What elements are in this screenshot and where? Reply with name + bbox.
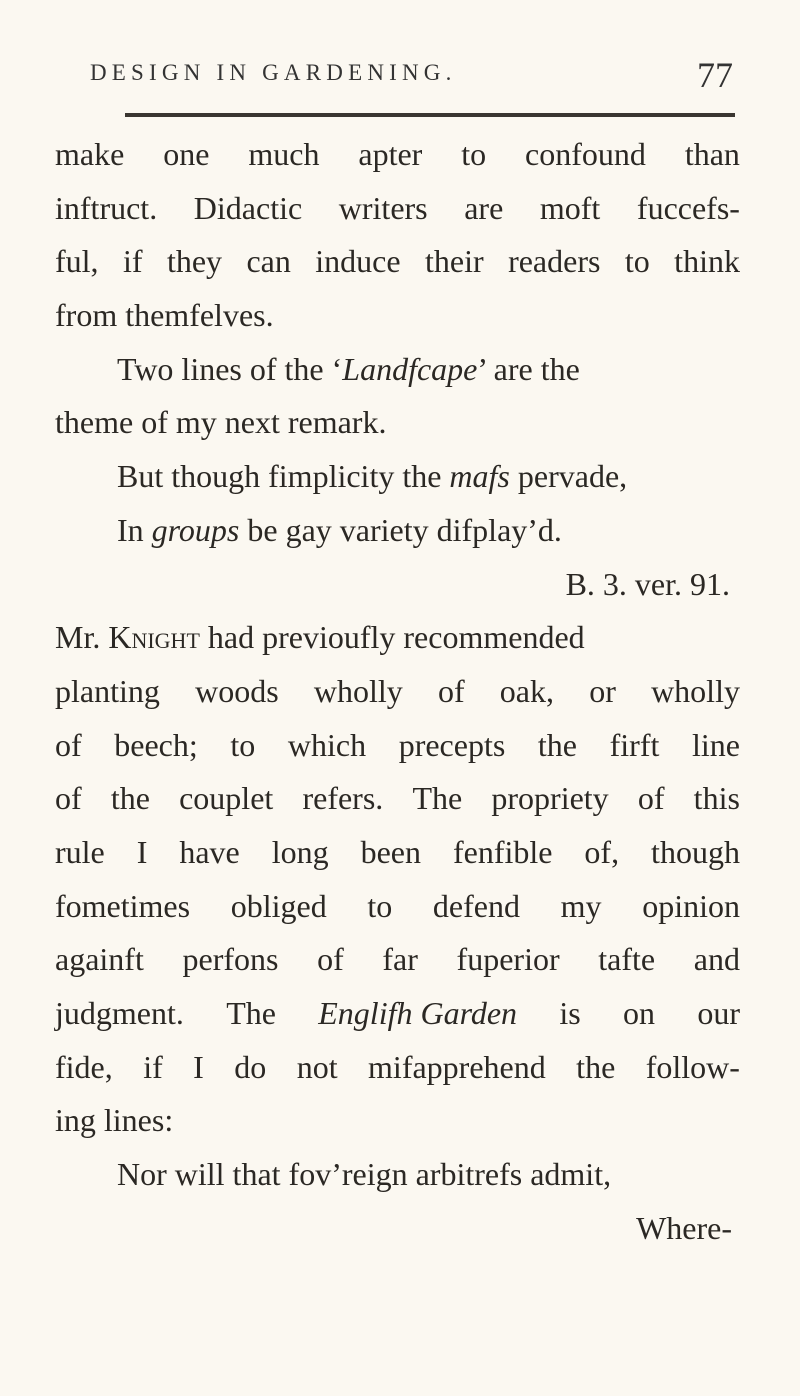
page-header	[90, 55, 735, 100]
italic-title: Landfcape	[342, 350, 478, 387]
text-line: fometimes obliged to defend my opinion	[55, 887, 740, 924]
text-line: ful, if they can induce their readers to think	[55, 243, 740, 280]
text-line: rule I have long been fenfible of, though	[55, 833, 740, 870]
page-number: 77	[697, 55, 733, 95]
text-line: ing lines:	[55, 1102, 174, 1139]
verse-line: Nor will that fov’reign arbitrefs admit,	[117, 1156, 612, 1193]
text-line: theme of my next remark.	[55, 404, 387, 441]
text-line: of beech; to which precepts the firft line	[55, 726, 740, 763]
text-line: Two lines of the ‘Landfcape’ are the	[117, 350, 580, 387]
text-line: of the couplet refers. The propriety of this	[55, 780, 740, 817]
text-line: make one much apter to confound than	[55, 136, 740, 172]
text-line: planting woods wholly of oak, or wholly	[55, 672, 740, 709]
running-head: DESIGN IN GARDENING.	[90, 60, 457, 85]
text-line: judgment. The Englifh Garden is on our	[55, 987, 740, 1041]
author-name: Knight	[108, 619, 200, 656]
text-line: fide, if I do not mifapprehend the follow-	[55, 1048, 740, 1085]
italic-title: Englifh Garden	[318, 995, 518, 1031]
verse-line: In groups be gay variety difplay’d.	[117, 511, 562, 548]
page-body	[55, 128, 740, 1255]
verse-citation: B. 3. ver. 91.	[565, 565, 730, 602]
text-line: againft perfons of far fuperior tafte and	[55, 941, 740, 978]
verse-line: But though fimplicity the mafs pervade,	[117, 458, 628, 495]
text-line: inftruct. Didactic writers are moft fuccefs-	[55, 189, 740, 226]
header-rule	[125, 113, 735, 117]
catchword: Where-	[636, 1209, 732, 1246]
text-line: Mr. Knight had previoufly recommended	[55, 619, 585, 656]
text-line: from themfelves.	[55, 297, 274, 334]
